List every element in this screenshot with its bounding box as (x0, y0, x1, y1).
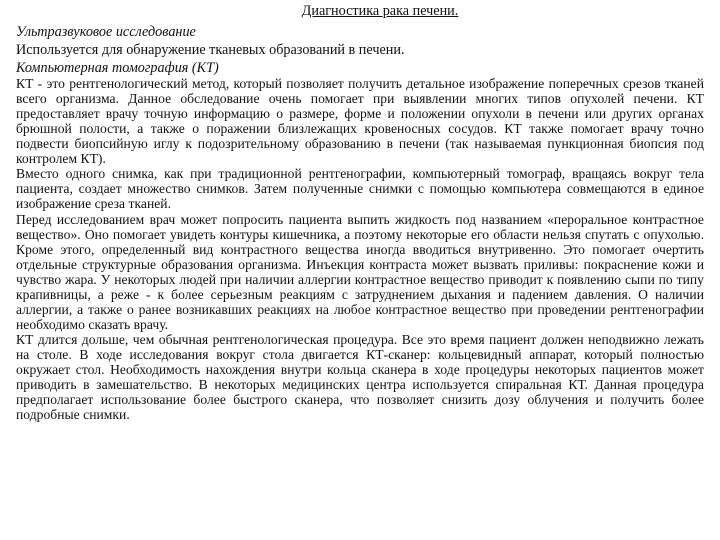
ct-paragraph-2: Вместо одного снимка, как при традиционной рентгенографии, компьютерный томограф, вращаясь вокруг тела пациента, создает множество снимков. Затем полученные снимки с помощью компьютера совмещаются в единое изображение среза тканей. (16, 166, 704, 212)
ct-paragraph-3: Перед исследованием врач может попросить пациента выпить жидкость под названием «пероральное контрастное вещество». Оно помогает увидеть контуры кишечника, а поэтому некоторые его области нельзя спутать с опухолью. Кроме этого, определенный вид контрастного вещества иногда вводиться внутривенно. Это помогает очертить отдельные структурные образования организма. Инъекция контраста может вызвать приливы: покраснение кожи и чувство жара. У некоторых людей при наличии аллергии контрастное вещество приводит к появлению сыпи по типу крапивницы, а реже - к более серьезным реакциям с затруднением дыхания и падением давления. О наличии аллергии, а также о ранее возникавших реакциях на любое контрастное вещество при проведении рентгенографии необходимо сказать врачу. (16, 212, 704, 332)
document-title: Диагностика рака печени. (301, 3, 459, 19)
ultrasound-text: Используется для обнаружение тканевых образований в печени. (16, 42, 405, 58)
ct-paragraph-1: КТ - это рентгенологический метод, который позволяет получить детальное изображение поперечных срезов тканей всего организма. Данное обследование очень помогает при выявлении многих типов опухолей печени. КТ предоставляет врачу точную информацию о размере, форме и положении опухоли в печени или других органах брюшной полости, а также о поражении близлежащих кровеносных сосудов. КТ также помогает врачу точно подвести биопсийную иглу к подозрительному образованию в печени (так называемая пункционная биопсия под контролем КТ). (16, 76, 704, 166)
ct-paragraph-4: КТ длится дольше, чем обычная рентгенологическая процедура. Все это время пациент должен неподвижно лежать на столе. В ходе исследования вокруг стола двигается КТ-сканер: кольцевидный аппарат, который полностью окружает стол. Необходимость нахождения внутри кольца сканера в ходе процедуры некоторых пациентов может приводить в замешательство. В некоторых медицинских центра используется спиральная КТ. Данная процедура предполагает использование более быстрого сканера, что позволяет снизить дозу облучения и получить более подробные снимки. (16, 332, 704, 422)
document-page (16, 2, 704, 424)
ultrasound-heading: Ультразвуковое исследование (16, 24, 196, 40)
ct-heading: Компьютерная томография (КТ) (16, 60, 219, 76)
